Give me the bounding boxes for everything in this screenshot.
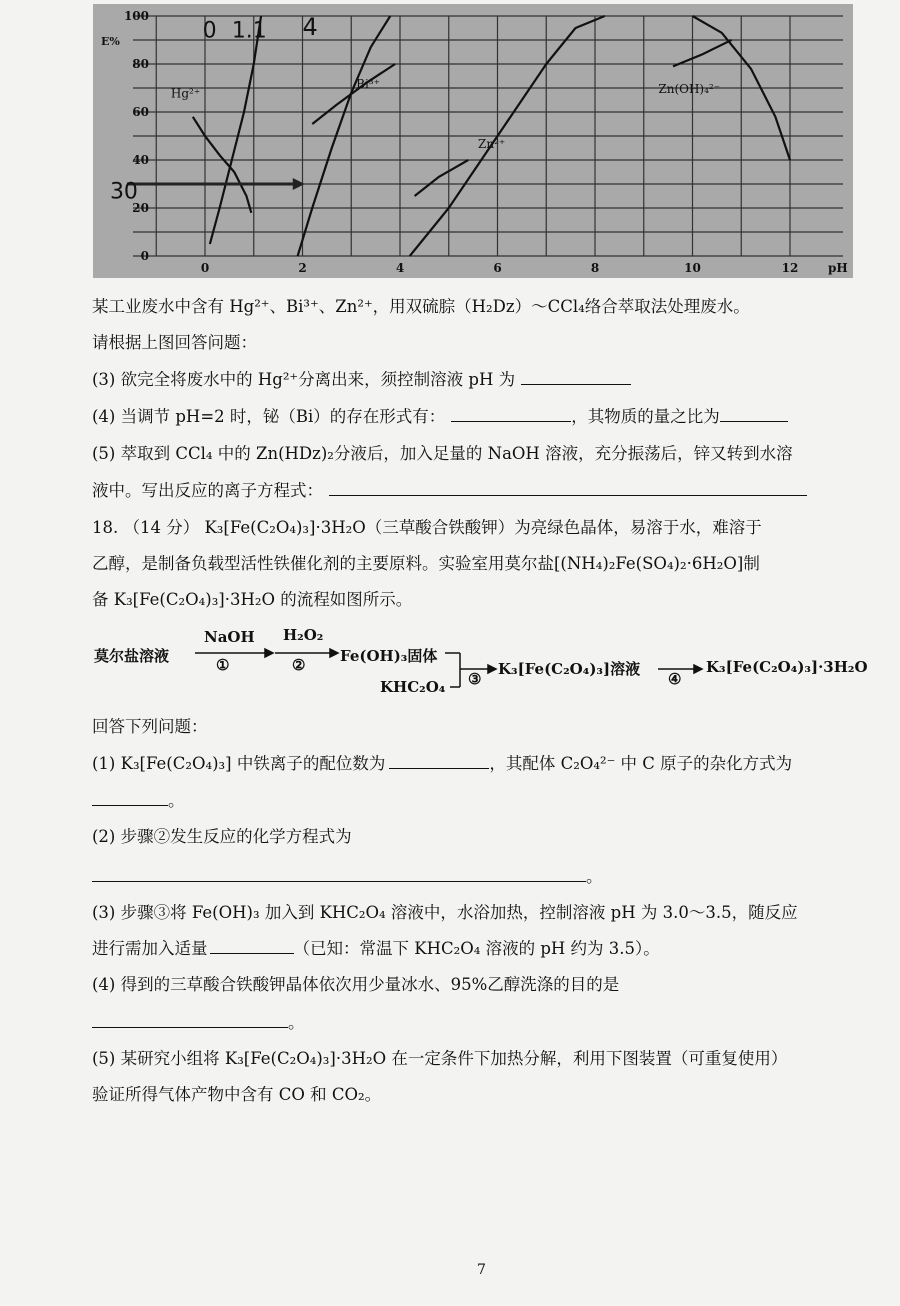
arrow-1-head	[265, 649, 273, 657]
scheme-step4: ④	[668, 670, 682, 688]
y-tick-label: 0	[140, 249, 149, 263]
answer-prompt: 回答下列问题：	[92, 717, 208, 736]
answer-blank[interactable]	[92, 791, 168, 806]
period-mark: 。	[168, 791, 185, 810]
problem-18-text: 乙醇，是制备负载型活性铁催化剂的主要原料。实验室用莫尔盐[(NH₄)₂Fe(SO₄)₂·6H₂O]制	[92, 554, 760, 573]
scheme-reagent1: NaOH	[204, 628, 255, 646]
series-line	[312, 64, 395, 124]
question-18-4: (4) 得到的三草酸合铁酸钾晶体依次用少量冰水、95%乙醇洗涤的目的是	[92, 975, 620, 994]
curve-label: Hg²⁺	[170, 86, 201, 101]
period-mark: 。	[586, 867, 603, 886]
scheme-reagent2: H₂O₂	[283, 626, 324, 644]
scheme-arrows	[90, 620, 880, 700]
handwritten-mark: 0	[202, 18, 217, 44]
question-18-1-cont	[92, 790, 185, 812]
question-18-5: (5) 某研究小组将 K₃[Fe(C₂O₄)₃]·3H₂O 在一定条件下加热分解，利用下图装置（可重复使用）	[92, 1049, 788, 1068]
period-mark: 。	[288, 1013, 305, 1032]
intro-text: 某工业废水中含有 Hg²⁺、Bi³⁺、Zn²⁺，用双硫腙（H₂Dz）～CCl₄络合萃取法处理废水。	[92, 297, 750, 316]
extraction-chart	[93, 4, 853, 278]
answer-blank[interactable]	[210, 939, 294, 954]
handwritten-mark: 1.1	[231, 18, 267, 44]
question-4-text-b: ，其物质的量之比为	[571, 407, 720, 426]
question-18-3-text-b: （已知：常温下 KHC₂O₄ 溶液的 pH 约为 3.5）。	[293, 939, 660, 958]
x-axis-label: pH	[828, 261, 848, 275]
problem-18-heading: 18. （14 分） K₃[Fe(C₂O₄)₃]·3H₂O（三草酸合铁酸钾）为亮绿色晶体，易溶于水，难溶于	[92, 518, 762, 537]
question-3-text: (3) 欲完全将废水中的 Hg²⁺分离出来，须控制溶液 pH 为	[92, 370, 516, 389]
question-4	[92, 406, 788, 428]
y-tick-label: 40	[132, 153, 149, 167]
scheme-step1: ①	[216, 656, 230, 674]
question-18-1-text-b: ，其配体 C₂O₄²⁻ 中 C 原子的杂化方式为	[489, 754, 793, 773]
answer-blank[interactable]	[451, 407, 571, 422]
scheme-product: K₃[Fe(C₂O₄)₃]·3H₂O	[706, 658, 868, 676]
answer-blank[interactable]	[521, 370, 631, 385]
arrow-2-head	[330, 649, 338, 657]
question-18-1	[92, 753, 792, 775]
y-tick-label: 100	[123, 9, 149, 23]
curve-label: Zn(OH)₄²⁻	[658, 81, 721, 96]
x-tick-label: 0	[200, 261, 210, 275]
question-18-3-text: 进行需加入适量	[92, 939, 208, 958]
question-18-3: (3) 步骤③将 Fe(OH)₃ 加入到 KHC₂O₄ 溶液中，水浴加热，控制溶液 pH 为 3.0～3.5，随反应	[92, 903, 798, 922]
arrow-3-head	[488, 665, 496, 673]
scheme-start: 莫尔盐溶液	[94, 647, 170, 665]
question-18-1-text: (1) K₃[Fe(C₂O₄)₃] 中铁离子的配位数为	[92, 754, 386, 773]
answer-blank[interactable]	[389, 754, 489, 769]
x-tick-label: 6	[493, 261, 502, 275]
question-5-text: 液中。写出反应的离子方程式：	[92, 481, 323, 500]
chart-labels	[110, 13, 720, 204]
scheme-intermediate: Fe(OH)₃固体	[340, 647, 438, 665]
y-tick-label: 20	[132, 201, 149, 215]
x-tick-label: 8	[590, 261, 600, 275]
question-18-5-cont: 验证所得气体产物中含有 CO 和 CO₂。	[92, 1085, 382, 1104]
answer-blank[interactable]	[92, 867, 586, 882]
handwritten-mark: 30	[109, 179, 138, 205]
scheme-step3: ③	[468, 670, 482, 688]
curve-label: Bi³⁺	[356, 77, 380, 91]
question-prompt: 请根据上图回答问题：	[92, 333, 257, 352]
answer-blank[interactable]	[329, 481, 807, 496]
arrow-4-head	[694, 665, 702, 673]
x-tick-label: 10	[684, 261, 701, 275]
question-5: (5) 萃取到 CCl₄ 中的 Zn(HDz)₂分液后，加入足量的 NaOH 溶液，充分振荡后，锌又转到水溶	[92, 444, 793, 463]
handwritten-mark: 4	[302, 13, 318, 42]
x-tick-label: 4	[395, 261, 405, 275]
scheme-solution: K₃[Fe(C₂O₄)₃]溶液	[498, 660, 641, 678]
series-line	[673, 40, 732, 66]
scheme-co-reagent: KHC₂O₄	[380, 678, 446, 696]
scheme-step2: ②	[292, 656, 306, 674]
curve-label: Zn²⁺	[478, 137, 506, 151]
question-18-2: (2) 步骤②发生反应的化学方程式为	[92, 827, 352, 846]
y-tick-label: 60	[132, 105, 149, 119]
x-tick-label: 12	[781, 261, 799, 275]
question-18-4-cont	[92, 1012, 305, 1034]
question-3	[92, 369, 631, 391]
question-18-2-cont	[92, 866, 603, 888]
question-5-cont	[92, 480, 807, 502]
question-4-text: (4) 当调节 pH=2 时，铋（Bi）的存在形式有：	[92, 407, 446, 426]
y-axis-label: E%	[101, 34, 120, 48]
y-tick-label: 80	[132, 57, 149, 71]
question-18-3-cont	[92, 938, 660, 960]
page-number: 7	[477, 1262, 486, 1278]
x-tick-label: 2	[298, 261, 307, 275]
answer-blank[interactable]	[92, 1013, 288, 1028]
problem-18-text: 备 K₃[Fe(C₂O₄)₃]·3H₂O 的流程如图所示。	[92, 590, 413, 609]
answer-blank[interactable]	[720, 407, 788, 422]
